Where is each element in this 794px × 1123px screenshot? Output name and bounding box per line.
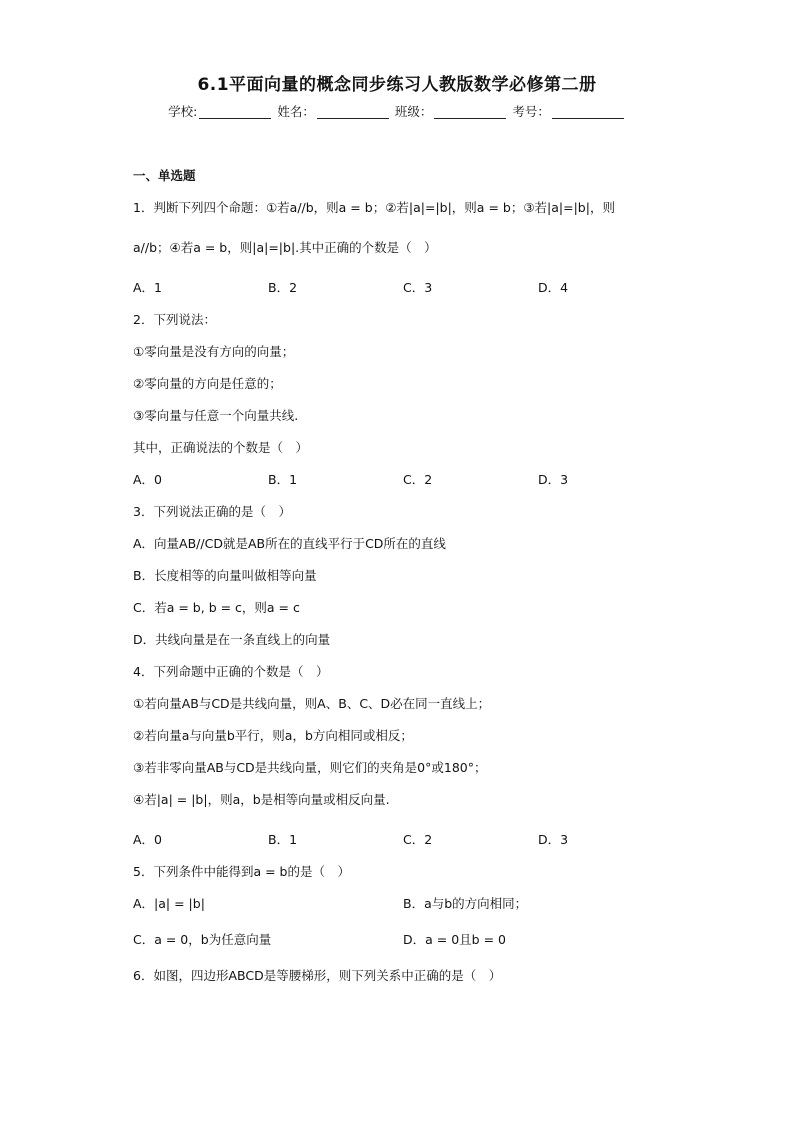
- q4-options: [133, 829, 673, 861]
- q2-ask: 其中，正确说法的个数是（ ）: [133, 440, 309, 455]
- q4-option-b[interactable]: B．1: [268, 832, 298, 847]
- q5-option-c[interactable]: C．a = 0，b为任意向量: [133, 932, 272, 947]
- q4-item-1: ①若向量AB与CD是共线向量，则A、B、C、D必在同一直线上；: [133, 696, 491, 711]
- class-blank[interactable]: [434, 106, 506, 119]
- section-heading: 一、单选题: [133, 168, 196, 183]
- q4-item-4: ④若|a| = |b|，则a，b是相等向量或相反向量.: [133, 792, 390, 807]
- q2-options: [133, 469, 673, 501]
- q5-options-row2: [133, 929, 673, 965]
- q5-options-row1: [133, 893, 673, 929]
- q5-option-b[interactable]: B．a与b的方向相同；: [403, 896, 528, 911]
- q4-stem: 4．下列命题中正确的个数是（ ）: [133, 664, 329, 679]
- q4-option-d[interactable]: D．3: [538, 832, 569, 847]
- q6-stem: 6．如图，四边形ABCD是等腰梯形，则下列关系中正确的是（ ）: [133, 968, 502, 983]
- q3-option-a[interactable]: A．向量AB//CD就是AB所在的直线平行于CD所在的直线: [133, 536, 446, 551]
- q2-item-3: ③零向量与任意一个向量共线.: [133, 408, 299, 423]
- q5-stem: 5．下列条件中能得到a = b的是（ ）: [133, 864, 350, 879]
- q4-item-2: ②若向量a与向量b平行，则a，b方向相同或相反；: [133, 728, 413, 743]
- question-list: [133, 165, 673, 997]
- school-label: 学校:: [168, 104, 198, 119]
- q3-stem: 3．下列说法正确的是（ ）: [133, 504, 291, 519]
- q3-option-d[interactable]: D．共线向量是在一条直线上的向量: [133, 632, 331, 647]
- q1-options: [133, 277, 673, 309]
- q5-option-d[interactable]: D．a = 0且b = 0: [403, 932, 506, 947]
- name-label: 姓名：: [277, 104, 315, 119]
- q2-item-1: ①零向量是没有方向的向量；: [133, 344, 295, 359]
- q1-option-a[interactable]: A．1: [133, 280, 163, 295]
- name-blank[interactable]: [317, 106, 389, 119]
- class-label: 班级：: [394, 104, 433, 119]
- q1-option-c[interactable]: C．3: [403, 280, 433, 295]
- q1-line1: 1．判断下列四个命题：①若a//b，则a = b；②若|a|=|b|，则a = b；③若|a|=|b|，则: [133, 200, 615, 215]
- q1-option-b[interactable]: B．2: [268, 280, 298, 295]
- exam-number-blank[interactable]: [552, 106, 624, 119]
- q4-option-c[interactable]: C．2: [403, 832, 433, 847]
- exam-number-label: 考号：: [512, 104, 550, 119]
- page-title: 6.1平面向量的概念同步练习人教版数学必修第二册: [197, 75, 597, 95]
- q3-option-b[interactable]: B．长度相等的向量叫做相等向量: [133, 568, 317, 583]
- q5-option-a[interactable]: A．|a| = |b|: [133, 896, 205, 911]
- school-blank[interactable]: [199, 106, 271, 119]
- q1-option-d[interactable]: D．4: [538, 280, 569, 295]
- q2-option-b[interactable]: B．1: [268, 472, 298, 487]
- q2-option-a[interactable]: A．0: [133, 472, 163, 487]
- q1-line2: a//b；④若a = b，则|a|=|b|.其中正确的个数是（ ）: [133, 240, 437, 255]
- q2-stem: 2．下列说法：: [133, 312, 216, 327]
- q2-option-c[interactable]: C．2: [403, 472, 433, 487]
- q2-item-2: ②零向量的方向是任意的；: [133, 376, 282, 391]
- q2-option-d[interactable]: D．3: [538, 472, 569, 487]
- q4-option-a[interactable]: A．0: [133, 832, 163, 847]
- q4-item-3: ③若非零向量AB与CD是共线向量，则它们的夹角是0°或180°；: [133, 760, 487, 775]
- student-info-line: [0, 102, 794, 120]
- q3-option-c[interactable]: C．若a = b, b = c，则a = c: [133, 600, 300, 615]
